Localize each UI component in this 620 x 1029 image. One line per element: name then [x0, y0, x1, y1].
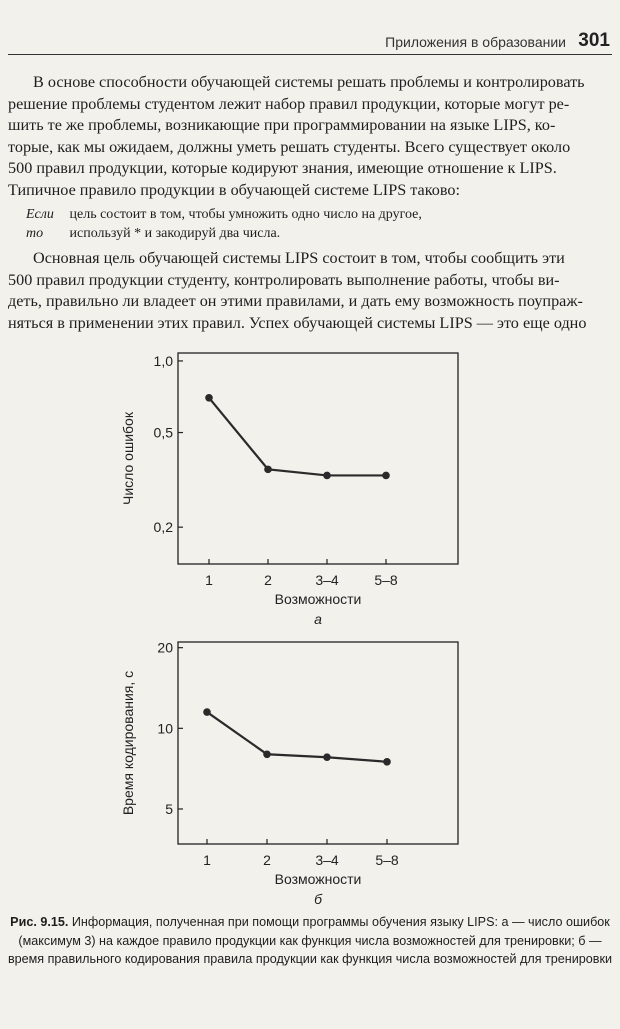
panel-label: б	[314, 891, 322, 907]
x-tick-label: 2	[263, 852, 271, 868]
y-tick-label: 10	[157, 720, 173, 737]
paragraph-line: Типичное правило продукции в обучающей системе LIPS таково:	[8, 180, 460, 199]
figure-caption-text: Информация, полученная при помощи программы обучения языку LIPS: а — число ошибок (максимум 3) на каждое правило продукции как функция числа возможностей для тренировки; б — время правильного кодирования правила продукции как функция числа возможностей для тренировки	[7, 915, 613, 966]
data-point	[383, 758, 391, 766]
paragraph-line: В основе способности обучающей системы решать проблемы и контролировать	[33, 73, 585, 91]
y-tick-label: 0,5	[153, 424, 173, 441]
series-line	[209, 398, 386, 476]
x-tick-label: 1	[203, 852, 211, 868]
paragraph-2	[8, 248, 612, 334]
x-axis-label: Возможности	[274, 871, 362, 887]
paragraph-1	[8, 72, 612, 202]
x-tick-label: 5–8	[374, 572, 398, 588]
paragraph-line: 500 правил продукции, которые кодируют знания, имеющие отношение к LIPS.	[8, 159, 557, 178]
x-axis-label: Возможности	[274, 591, 362, 607]
figure-caption	[6, 913, 614, 969]
paragraph-line: няться в применении этих правил. Успех обучающей системы LIPS — это еще одно	[8, 313, 587, 332]
panel-label: а	[314, 611, 322, 627]
x-tick-label: 3–4	[315, 852, 339, 868]
x-tick-label: 3–4	[315, 572, 339, 588]
rule-if-line	[26, 205, 422, 224]
y-tick-label: 20	[157, 639, 173, 656]
data-point	[264, 466, 272, 474]
paragraph-line: деть, правильно ли владеет он этими правилами, и дать ему возможность поупраж-	[8, 292, 583, 311]
plot-frame	[178, 642, 458, 844]
data-point	[203, 708, 211, 716]
data-point	[263, 750, 271, 758]
y-tick-label: 0,2	[153, 519, 173, 536]
paragraph-line: шить те же проблемы, возникающие при программировании на языке LIPS, ко-	[8, 116, 556, 135]
y-axis-label: Время кодирования, с	[120, 670, 136, 816]
rule-if-keyword: Если	[26, 207, 54, 222]
y-axis-label: Число ошибок	[120, 412, 136, 505]
paragraph-line: торые, как мы ожидаем, должны уметь решать студенты. Всего существует около	[8, 137, 571, 156]
x-tick-label: 5–8	[375, 852, 399, 868]
y-tick-label: 5	[165, 800, 173, 817]
running-header-title: Приложения в образовании	[385, 34, 566, 50]
x-tick-label: 2	[264, 572, 272, 588]
x-tick-label: 1	[205, 572, 213, 588]
data-point	[323, 753, 331, 761]
plot-frame	[178, 353, 458, 564]
data-point	[323, 472, 331, 480]
series-line	[207, 712, 387, 762]
y-tick-label: 1,0	[153, 352, 173, 369]
data-point	[205, 394, 213, 402]
paragraph-line: решение проблемы студентом лежит набор правил продукции, которые могут ре-	[8, 94, 570, 113]
paragraph-line: Основная цель обучающей системы LIPS состоит в том, чтобы сообщить эти	[33, 249, 565, 267]
rule-then-text: используй * и закодируй два числа.	[69, 226, 281, 241]
chart-errors	[0, 340, 620, 630]
chart-coding-time	[0, 630, 620, 908]
paragraph-line: 500 правил продукции студенту, контролировать выполнение работы, чтобы ви-	[8, 270, 560, 289]
rule-then-line	[26, 224, 280, 243]
page-number: 301	[578, 30, 610, 51]
rule-then-keyword: то	[26, 226, 44, 241]
figure-caption-label: Рис. 9.15.	[10, 915, 69, 929]
rule-if-text: цель состоит в том, чтобы умножить одно число на другое,	[69, 207, 422, 222]
running-header	[8, 28, 612, 55]
data-point	[382, 472, 390, 480]
